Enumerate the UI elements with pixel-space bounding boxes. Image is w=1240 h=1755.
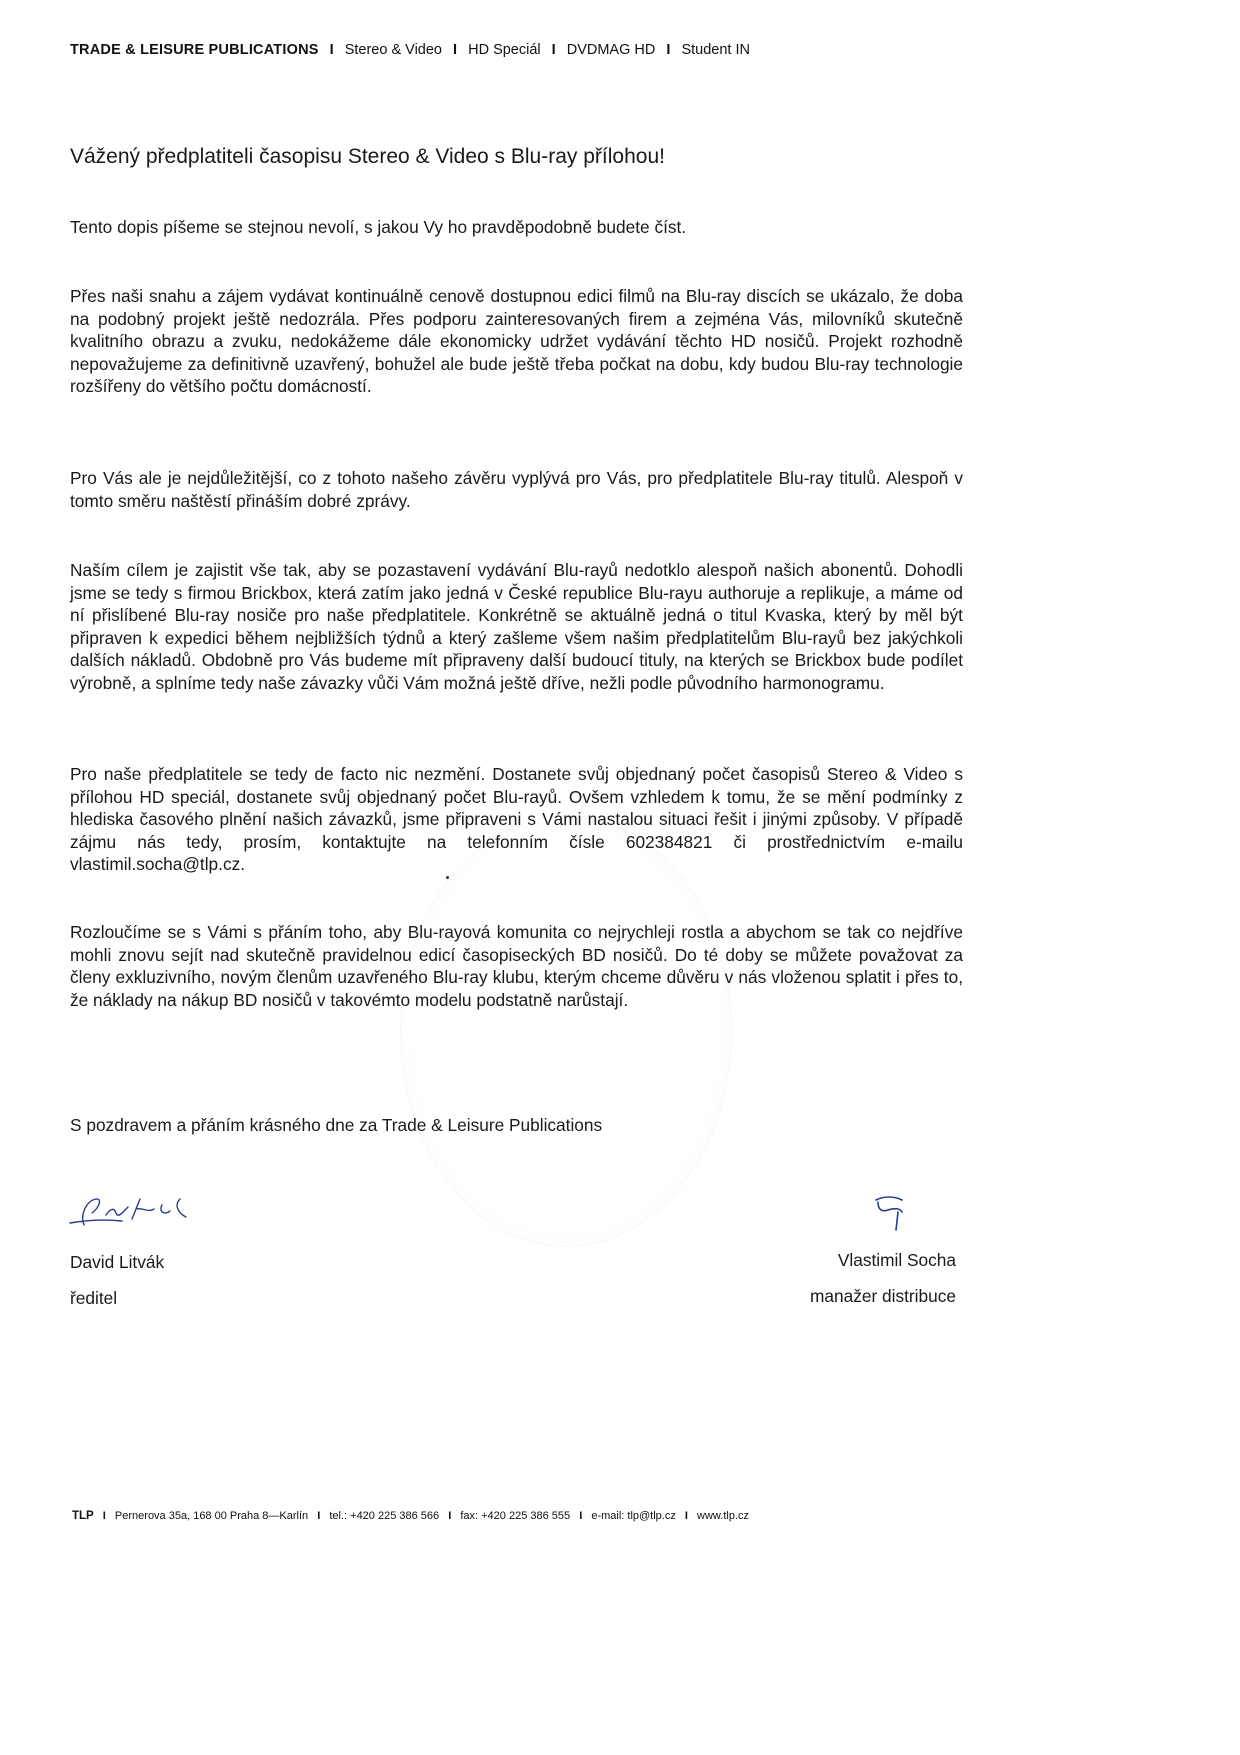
footer-separator: I [317,1510,321,1522]
letterhead-brand: TRADE & LEISURE PUBLICATIONS [70,42,319,58]
footer-separator: I [448,1510,452,1522]
body-paragraph: Přes naši snahu a zájem vydávat kontinuálně cenově dostupnou edici filmů na Blu-ray discích se ukázalo, že doba na podobný projekt ještě nedozrála. Přes podporu zainteresovaných firem a zejména Vás, milovníků skutečně kvalitního obrazu a zvuku, nedokážeme dále ekonomicky udržet vydávání těchto HD nosičů. Projekt rozhodně nepovažujeme za definitivně uzavřený, bohužel ale bude ještě třeba počkat na dobu, kdy budou Blu-ray technologie rozšířeny do většího počtu domácností. [70,286,963,397]
salutation: Vážený předplatiteli časopisu Stereo & Video s Blu-ray přílohou! [70,145,665,168]
signatory-right-title: manažer distribuce [810,1286,956,1306]
body-paragraph: Pro naše předplatitele se tedy de facto nic nezmění. Dostanete svůj objednaný počet časopisů Stereo & Video s přílohou HD speciál, dostanete svůj objednaný počet Blu-rayů. Ovšem vzhledem k tomu, že se mění podmínky z hlediska časového plnění našich závazků, jsme připraveni s Vámi nastalou situaci řešit i jinými způsoby. V případě zájmu nás tedy, prosím, kontaktujte na telefonním čísle 602384821 či prostřednictvím e-mailu vlastimil.socha@tlp.cz. [70,764,963,875]
letterhead [70,42,750,58]
letterhead-item: DVDMAG HD [566,42,656,58]
letterhead-separator: I [453,42,458,58]
footer-phone: tel.: +420 225 386 566 [329,1510,440,1522]
footer-address: Pernerova 35a, 168 00 Praha 8—Karlín [114,1510,309,1522]
footer-separator: I [684,1510,688,1522]
signatory-right [656,1242,956,1314]
signatory-left-title: ředitel [70,1288,118,1308]
body-paragraph: Rozloučíme se s Vámi s přáním toho, aby Blu-rayová komunita co nejrychleji rostla a abychom se tak co nejdříve mohli znovu sejít nad skutečně pravidelnou edicí časopiseckých BD nosičů. Do té doby se můžete považovat za členy exkluzivního, novým členům uzavřeného Blu-ray klubu, kterým chceme důvěru v nás vloženou splatit i přes to, že náklady na nákup BD nosičů v takovémto modelu podstatně narůstají. [70,922,963,1010]
body-paragraph: Pro Vás ale je nejdůležitější, co z tohoto našeho závěru vyplývá pro Vás, pro předplatitele Blu-ray titulů. Alespoň v tomto směru naštěstí přináším dobré zprávy. [70,468,963,511]
letterhead-separator: I [666,42,671,58]
intro-paragraph: Tento dopis píšeme se stejnou nevolí, s jakou Vy ho pravděpodobně budete číst. [70,217,687,237]
footer-separator: I [102,1510,106,1522]
letterhead-item: Student IN [681,42,750,58]
signatory-right-name: Vlastimil Socha [837,1250,956,1270]
letterhead-item: Stereo & Video [344,42,442,58]
footer-brand: TLP [72,1510,94,1522]
footer-website: www.tlp.cz [697,1510,750,1522]
letterhead-separator: I [551,42,556,58]
scan-speck [446,876,449,879]
footer [72,1510,749,1522]
letterhead-item: HD Speciál [468,42,541,58]
letterhead-separator: I [329,42,334,58]
signature-left-icon [62,1185,202,1240]
footer-separator: I [579,1510,583,1522]
body-paragraph: Naším cílem je zajistit vše tak, aby se pozastavení vydávání Blu-rayů nedotklo alespoň našich abonentů. Dohodli jsme se tedy s firmou Brickbox, která zatím jako jedná v České republice Blu-rayu authoruje a replikuje, a máme od ní přislíbené Blu-ray nosiče pro naše předplatitele. Konkrétně se aktuálně jedná o titul Kvaska, který by měl být připraven k expedici během nejbližších týdnů a který zašleme všem našim předplatitelům Blu-rayů bez jakýchkoli dalších nákladů. Obdobně pro Vás budeme mít připraveny další budoucí tituly, na kterých se Brickbox bude podílet výrobně, a splníme tedy naše závazky vůči Vám možná ještě dříve, nežli podle původního harmonogramu. [70,560,963,693]
signatory-left-name: David Litvák [70,1252,165,1272]
signature-right-icon [868,1188,918,1238]
footer-email: e-mail: tlp@tlp.cz [591,1510,676,1522]
embossed-seal [400,815,732,1247]
footer-fax: fax: +420 225 386 555 [460,1510,571,1522]
closing-line: S pozdravem a přáním krásného dne za Trade & Leisure Publications [70,1115,603,1135]
signatory-left [70,1244,164,1316]
